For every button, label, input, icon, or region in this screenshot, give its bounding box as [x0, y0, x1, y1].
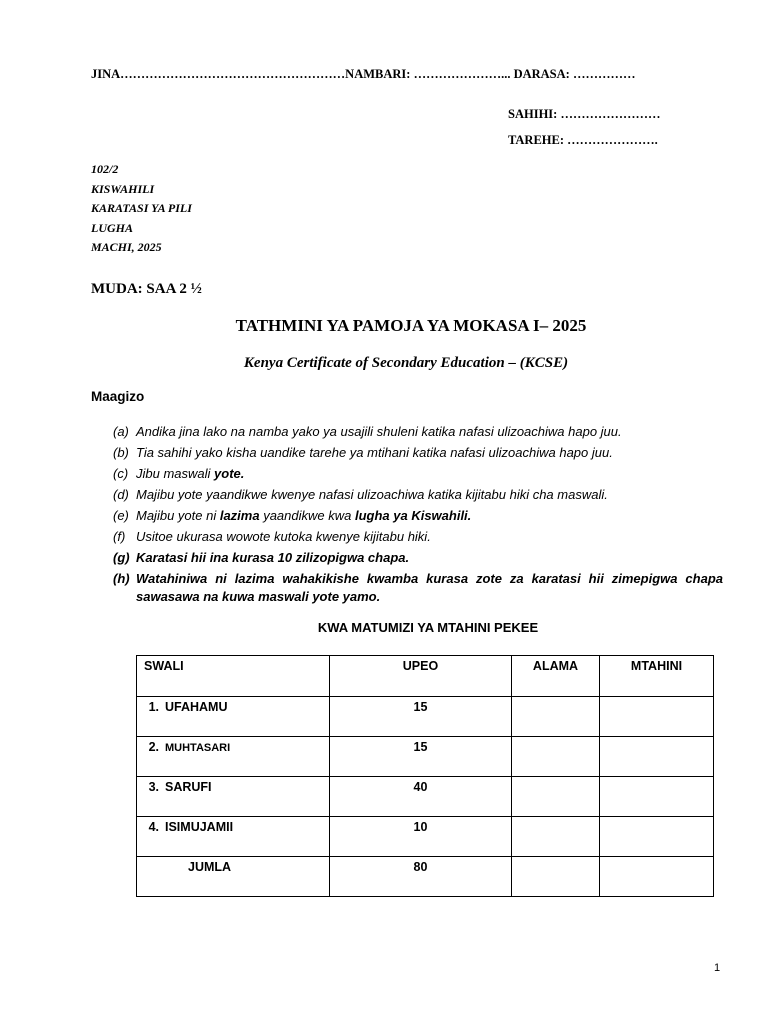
instruction-emphasis: lugha ya Kiswahili.: [354, 508, 472, 523]
instruction-text: Jibu maswali: [136, 466, 215, 481]
student-info-line: JINA………………………………………………NAMBARI: …………………... DARASA: ……………: [91, 67, 636, 81]
max-marks-cell: 15: [330, 737, 512, 777]
instruction-text: Karatasi hii ina kurasa 10 zilizopigwa chapa.: [136, 550, 410, 565]
examiner-cell[interactable]: [600, 817, 714, 857]
question-name: ISIMUJAMII: [165, 820, 234, 834]
header-mtahini: MTAHINI: [600, 656, 714, 697]
max-marks-cell: 40: [330, 777, 512, 817]
instruction-text: Tia sahihi yako kisha uandike tarehe ya mtihani katika nafasi ulizoachiwa hapo juu.: [136, 445, 613, 460]
examiner-cell[interactable]: [600, 697, 714, 737]
header-swali: SWALI: [137, 656, 330, 697]
marks-input-cell[interactable]: [512, 817, 600, 857]
instruction-item: [113, 465, 723, 486]
instruction-item: [113, 423, 723, 444]
max-marks-cell: 15: [330, 697, 512, 737]
question-cell: [137, 817, 330, 857]
question-number: 4.: [148, 820, 159, 834]
instruction-emphasis: lazima: [219, 508, 260, 523]
marks-input-cell[interactable]: [512, 737, 600, 777]
instruction-emphasis: yote.: [214, 466, 245, 481]
question-name: UFAHAMU: [165, 700, 228, 714]
table-title: KWA MATUMIZI YA MTAHINI PEKEE: [317, 620, 539, 635]
instruction-item: [113, 570, 723, 606]
question-number: 1.: [148, 700, 159, 714]
instruction-label: (h): [113, 571, 130, 586]
instruction-item: [113, 507, 723, 528]
examiner-cell[interactable]: [600, 777, 714, 817]
question-number: 2.: [148, 740, 159, 754]
max-marks-cell: 10: [330, 817, 512, 857]
total-max-cell: 80: [330, 857, 512, 897]
instruction-item: [113, 444, 723, 465]
instruction-label: (d): [113, 487, 129, 502]
instruction-label: (e): [113, 508, 129, 523]
instruction-text: Andika jina lako na namba yako ya usajili shuleni katika nafasi ulizoachiwa hapo juu.: [136, 424, 622, 439]
marks-input-cell[interactable]: [512, 697, 600, 737]
instruction-label: (g): [113, 550, 130, 565]
instruction-text: Majibu yote ni: [136, 508, 220, 523]
table-row: [137, 737, 714, 777]
table-row: [137, 777, 714, 817]
marks-input-cell[interactable]: [512, 777, 600, 817]
instruction-item: [113, 486, 723, 507]
paper-number: KARATASI YA PILI: [91, 201, 192, 215]
instruction-label: (b): [113, 445, 129, 460]
marks-table: [136, 655, 714, 897]
total-examiner-cell[interactable]: [600, 857, 714, 897]
question-name: MUHTASARI: [165, 742, 231, 754]
instruction-label: (f): [113, 529, 126, 544]
header-alama: ALAMA: [512, 656, 600, 697]
total-label-cell: JUMLA: [137, 857, 330, 897]
exam-title: TATHMINI YA PAMOJA YA MOKASA I– 2025: [235, 316, 587, 335]
question-number: 3.: [148, 780, 159, 794]
duration: MUDA: SAA 2 ½: [91, 281, 202, 297]
instruction-text: Majibu yote yaandikwe kwenye nafasi ulizoachiwa katika kijitabu hiki cha maswali.: [136, 487, 608, 502]
question-name: SARUFI: [165, 780, 212, 794]
instruction-label: (a): [113, 424, 129, 439]
table-header-row: [137, 656, 714, 697]
instructions-heading: Maagizo: [91, 389, 145, 404]
instructions-list: [113, 423, 723, 606]
header-upeo: UPEO: [330, 656, 512, 697]
page-number: 1: [714, 962, 721, 974]
instruction-text: yaandikwe kwa: [259, 508, 355, 523]
total-marks-cell[interactable]: [512, 857, 600, 897]
instruction-item: [113, 528, 723, 549]
table-row: [137, 697, 714, 737]
question-cell: [137, 737, 330, 777]
exam-subtitle: Kenya Certificate of Secondary Education – (KCSE): [243, 355, 569, 371]
table-row: [137, 817, 714, 857]
instruction-text: Usitoe ukurasa wowote kutoka kwenye kijitabu hiki.: [136, 529, 431, 544]
paper-date: MACHI, 2025: [91, 240, 162, 254]
instruction-text: Watahiniwa ni lazima wahakikishe kwamba kurasa zote za karatasi hii zimepigwa chapa sawasawa na kuwa maswali yote yamo.: [136, 571, 723, 604]
paper-metadata: [91, 160, 192, 258]
question-cell: [137, 697, 330, 737]
date-line: TAREHE: ………………….: [508, 133, 658, 147]
paper-subject: KISWAHILI: [91, 181, 155, 196]
instruction-label: (c): [113, 466, 129, 481]
examiner-cell[interactable]: [600, 737, 714, 777]
signature-line: SAHIHI: ……………………: [508, 107, 661, 121]
table-total-row: [137, 857, 714, 897]
question-cell: [137, 777, 330, 817]
instruction-item: [113, 549, 723, 570]
paper-topic: LUGHA: [91, 220, 133, 235]
paper-code: 102/2: [91, 162, 119, 176]
